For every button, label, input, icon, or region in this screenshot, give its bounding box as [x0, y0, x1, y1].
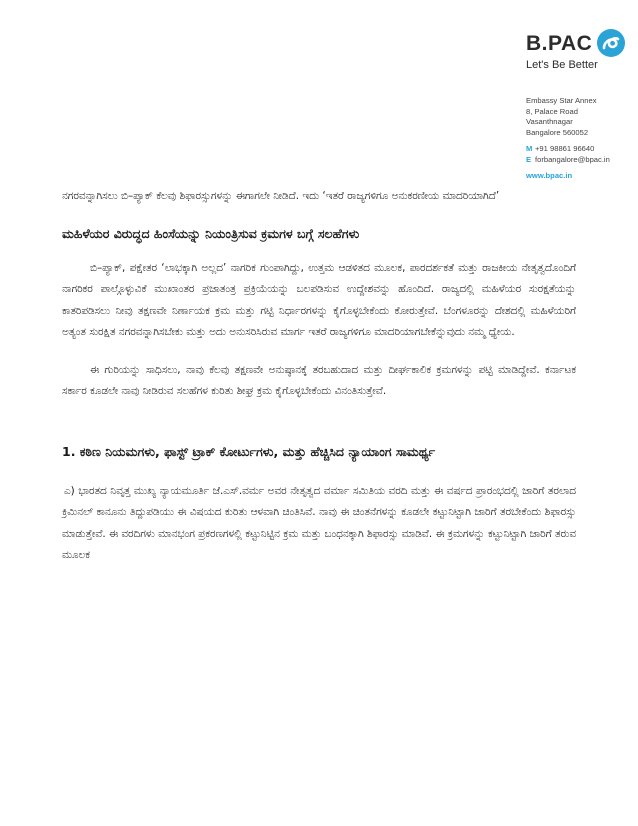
logo-tagline: Let's Be Better	[526, 59, 598, 71]
address-line: Embassy Star Annex	[526, 96, 597, 105]
bpac-logo	[526, 28, 626, 76]
section-1-heading: 1. ಕಠಿಣ ನಿಯಮಗಳು, ಫಾಸ್ಟ್ ಟ್ರಾಕ್ ಕೋರ್ಟುಗಳು, ಮತ್ತು ಹೆಚ್ಚಿಸಿದ ನ್ಯಾಯಾಂಗ ಸಾಮರ್ಥ್ಯ	[62, 443, 436, 459]
contact-block	[526, 96, 634, 182]
intro-paragraph: ನಗರವನ್ನಾಗಿಸಲು ಬಿ–ಪ್ಯಾಕ್ ಕೆಲವು ಶಿಫಾರಸ್ಸುಗಳನ್ನು ಈಗಾಗಲೇ ನೀಡಿದೆ. ಇದು ‘ಇತರೆ ರಾಜ್ಯಗಳಿಗೂ ಅನುಕರಣೀಯ ಮಾದರಿಯಾಗಿದೆ’	[62, 190, 500, 202]
email-row	[526, 155, 634, 166]
letter-body	[62, 186, 576, 567]
address-line: Vasanthnagar	[526, 117, 573, 126]
phone-label: M	[526, 144, 533, 153]
paragraph-2: ಈ ಗುರಿಯನ್ನು ಸಾಧಿಸಲು, ನಾವು ಕೆಲವು ತಕ್ಷಣವೇ ಅನುಷ್ಠಾನಕ್ಕೆ ತರಬಹುದಾದ ಮತ್ತು ದೀರ್ಘಕಾಲಿಕ ಕ್ರಮಗಳನ್ನು ಪಟ್ಟಿ ಮಾಡಿದ್ದೇವೆ. ಕರ್ನಾಟಕ ಸರ್ಕಾರ ಕೂಡಲೇ ನಾವು ನೀಡಿರುವ ಸಲಹೆಗಳ ಕುರಿತು ಶೀಘ್ರ ಕ್ರಮ ಕೈಗೊಳ್ಳಬೇಕೆಂದು ವಿನಂತಿಸುತ್ತೇವೆ.	[62, 363, 576, 397]
section-1-item-a: ಎ) ಭಾರತದ ನಿವೃತ್ತ ಮುಖ್ಯ ನ್ಯಾಯಮೂರ್ತಿ ಜೆ.ಎಸ್.ವರ್ಮ ಅವರ ನೇತೃತ್ವದ ವರ್ಮಾ ಸಮಿತಿಯ ವರದಿ ಮತ್ತು ಈ ವರ್ಷದ ಪ್ರಾರಂಭದಲ್ಲಿ ಜಾರಿಗೆ ತರಲಾದ ಕ್ರಿಮಿನಲ್ ಕಾನೂನು ತಿದ್ದುಪಡಿಯು ಈ ವಿಷಯದ ಕುರಿತು ಆಳವಾಗಿ ಚಿಂತಿಸಿವೆ. ನಾವು ಈ ಚಿಂತನೆಗಳನ್ನು ಕೂಡಲೇ ಕಟ್ಟುನಿಟ್ಟಾಗಿ ಜಾರಿಗೆ ತರಬೇಕೆಂದು ಶಿಫಾರಸ್ಸು ಮಾಡುತ್ತೇವೆ. ಈ ವರದಿಗಳು ಮಾನಭಂಗ ಪ್ರಕರಣಗಳಲ್ಲಿ ಕಟ್ಟುನಿಟ್ಟಿನ ಕ್ರಮ ಮತ್ತು ಬಂಧನಕ್ಕಾಗಿ ಶಿಫಾರಸ್ಸು ಮಾಡಿವೆ. ಈ ಕ್ರಮಗಳನ್ನು ಕಟ್ಟುನಿಟ್ಟಾಗಿ ಜಾರಿಗೆ ತರುವ ಮೂಲಕ	[62, 484, 576, 561]
email-address[interactable]: forbangalore@bpac.in	[535, 154, 610, 164]
address-line: 8, Palace Road	[526, 106, 578, 116]
website-link[interactable]: www.bpac.in	[526, 171, 573, 180]
email-label: E	[526, 154, 532, 164]
phone-row	[526, 144, 634, 155]
address-line: Bangalore 560052	[526, 127, 589, 137]
logo-text: B.PAC	[526, 32, 593, 55]
paragraph-1: ಬಿ–ಪ್ಯಾಕ್, ಪಕ್ಷೇತರ ‘ಲಾಭಕ್ಕಾಗಿ ಅಲ್ಲದ’ ನಾಗರಿಕ ಗುಂಪಾಗಿದ್ದು, ಉತ್ತಮ ಆಡಳಿತದ ಮೂಲಕ, ಪಾರದರ್ಶಕತೆ ಮತ್ತು ರಾಜಕೀಯ ನೇತೃತ್ವದೊಂದಿಗೆ ನಾಗರಿಕರ ಪಾಲ್ಗೊಳ್ಳುವಿಕೆ ಮುಖಾಂತರ ಪ್ರಜಾತಂತ್ರ ಪ್ರಕ್ರಿಯೆಯನ್ನು ಬಲಪಡಿಸುವ ಉದ್ದೇಶವನ್ನು ಹೊಂದಿದೆ. ರಾಜ್ಯದಲ್ಲಿ ಮಹಿಳೆಯರ ಸುರಕ್ಷತೆಯನ್ನು ಕಾತರಿಪಡಿಸಲು ನೀವು ತಕ್ಷಣವೇ ನಿರ್ಣಾಯಕ ಕ್ರಮ ಮತ್ತು ಗಟ್ಟಿ ನಿರ್ಧಾರಗಳನ್ನು ಕೈಗೊಳ್ಳಬೇಕೆಂದು ಕೋರುತ್ತೇವೆ. ಬೆಂಗಳೂರನ್ನು ದೇಶದಲ್ಲಿ ಮಹಿಳೆಯರಿಗೆ ಅತ್ಯಂತ ಸುರಕ್ಷಿತ ನಗರವನ್ನಾಗಿಸಬೇಕು ಮತ್ತು ಅದು ಅನುಸರಿಸಿರುವ ಮಾರ್ಗ ಇತರೆ ರಾಜ್ಯಗಳಿಗೂ ಮಾದರಿಯಾಗಬೇಕೆನ್ನುವುದು ನಮ್ಮ ಧ್ಯೇಯ.	[62, 261, 576, 338]
phone-number: +91 98861 96640	[535, 144, 595, 153]
bpac-swirl-icon	[595, 28, 627, 58]
section-heading: ಮಹಿಳೆಯರ ವಿರುದ್ಧದ ಹಿಂಸೆಯನ್ನು ನಿಯಂತ್ರಿಸುವ ಕ್ರಮಗಳ ಬಗ್ಗೆ ಸಲಹೆಗಳು	[62, 225, 360, 241]
